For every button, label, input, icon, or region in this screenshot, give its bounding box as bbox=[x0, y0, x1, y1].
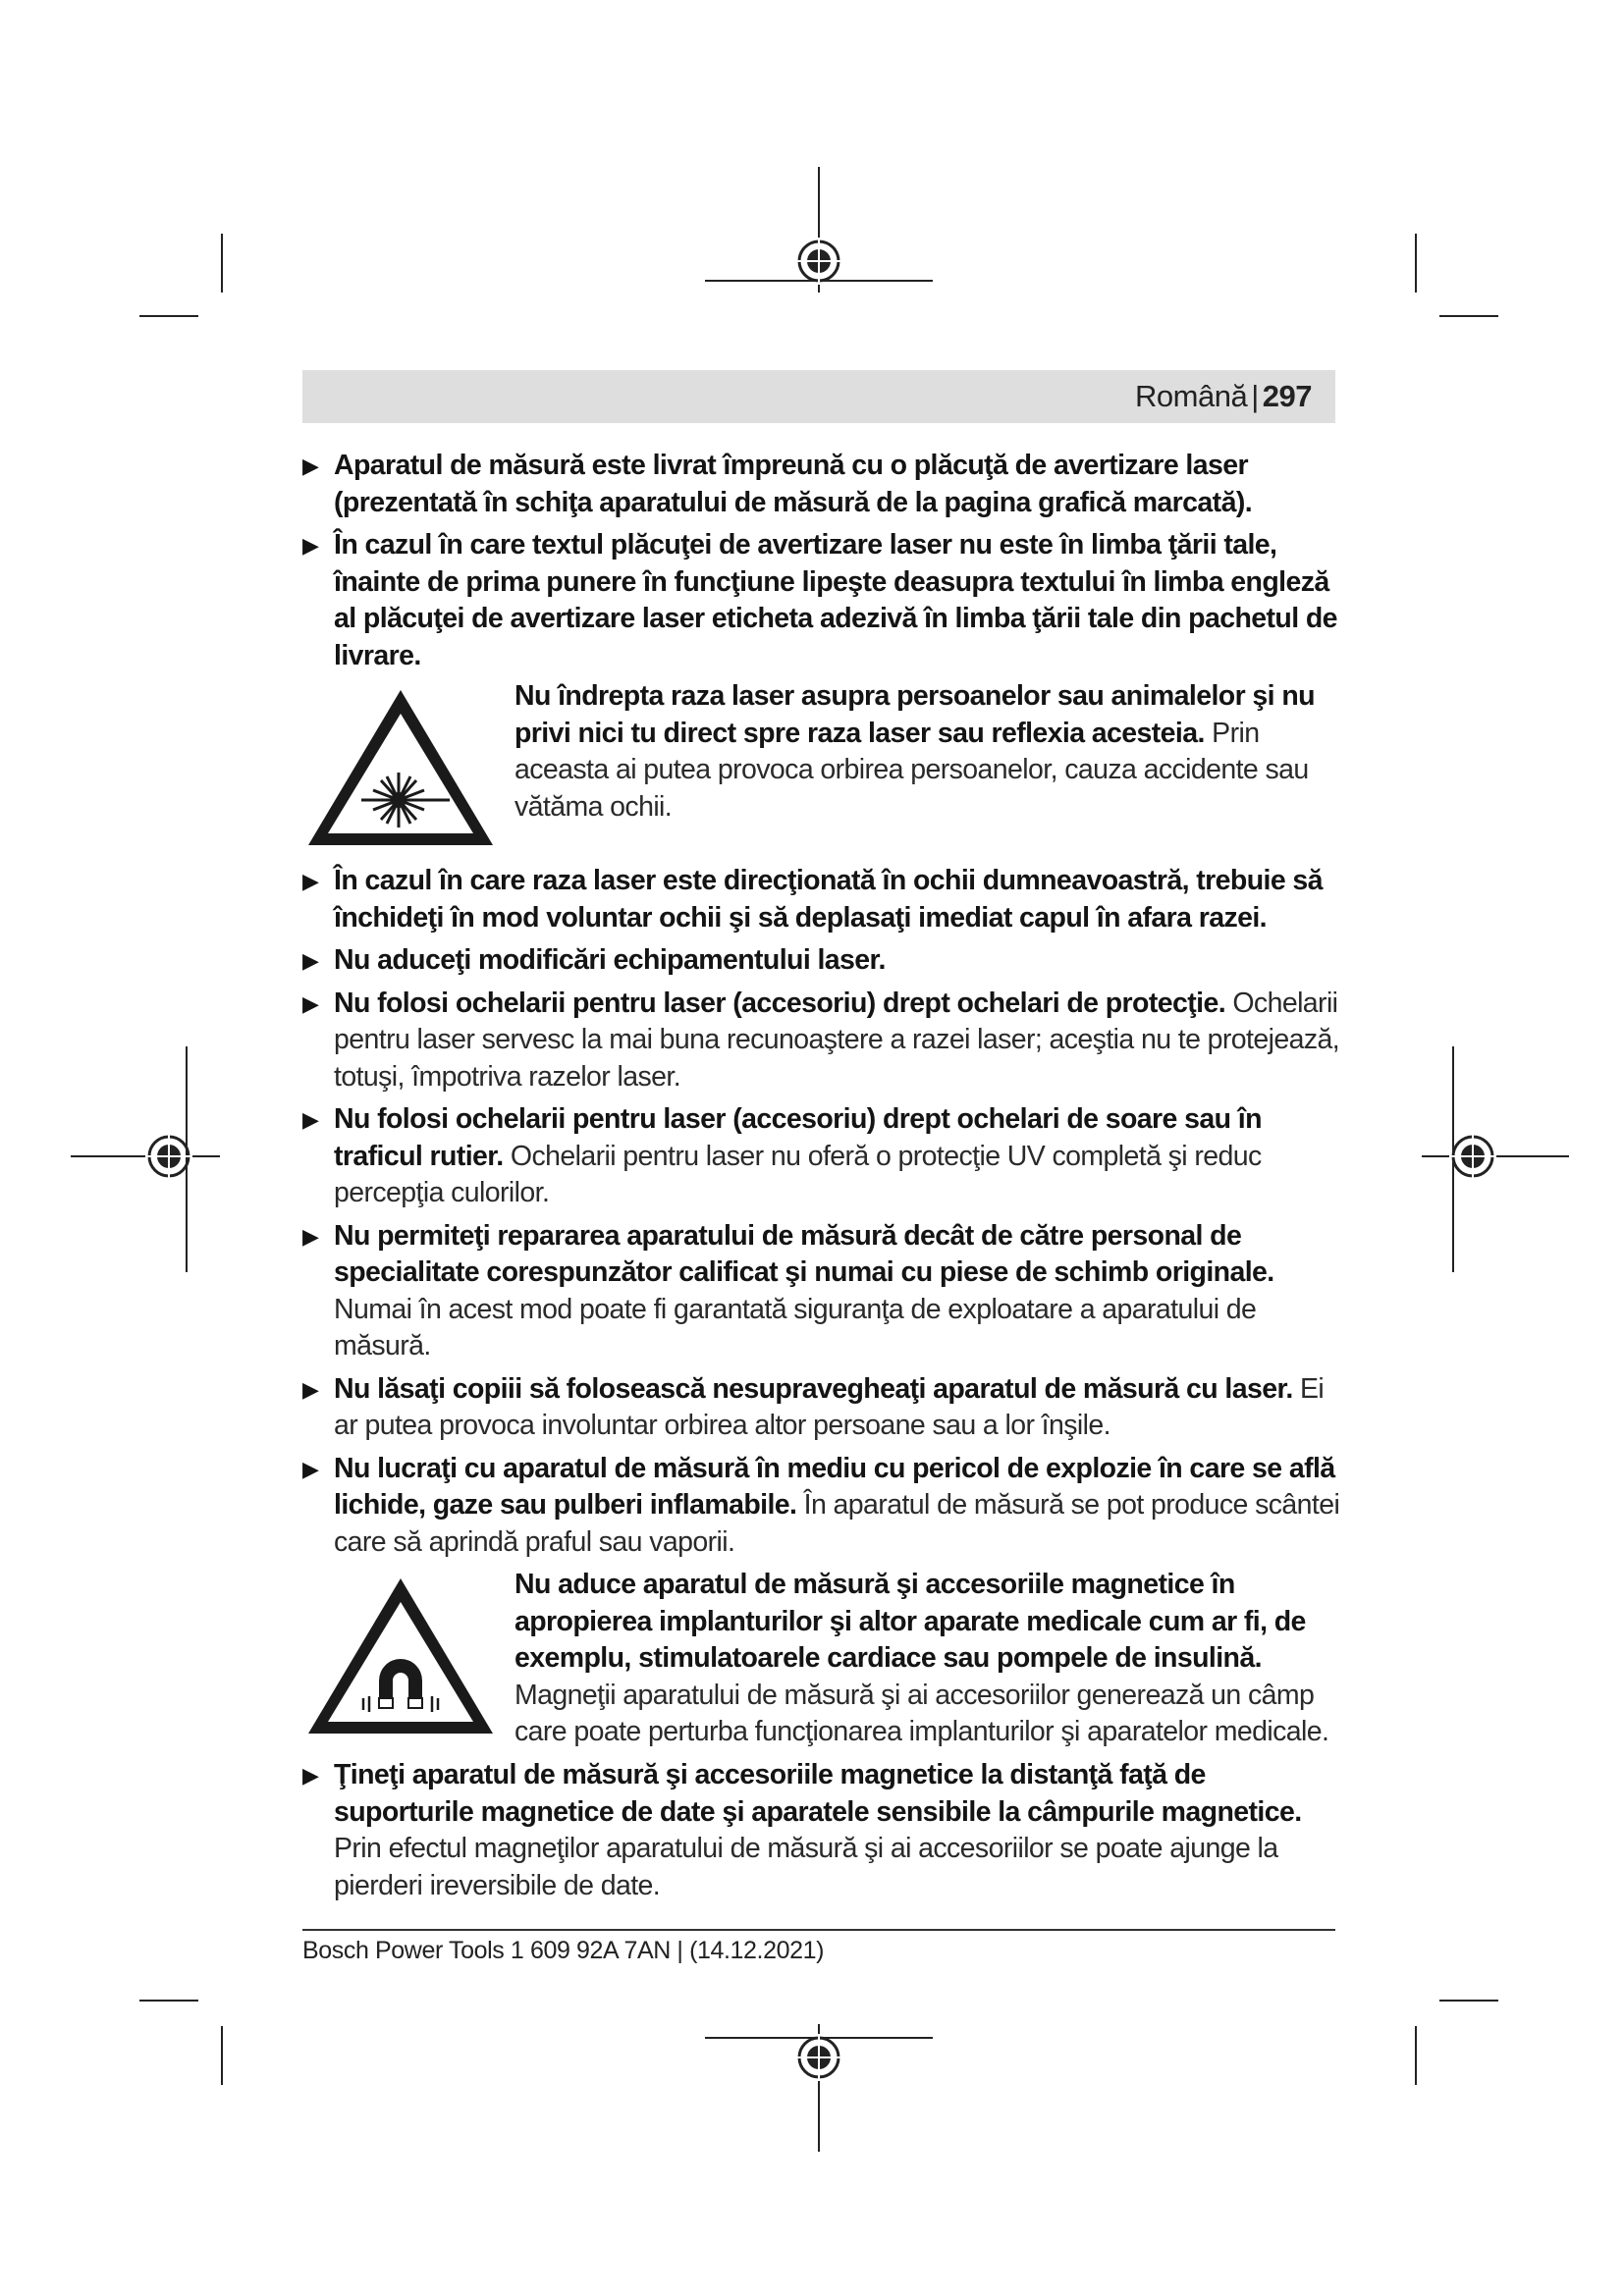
triangle-bullet-icon: ▶ bbox=[302, 869, 319, 893]
magnet-warning-text bbox=[514, 1567, 1339, 1751]
footer-divider bbox=[302, 1929, 1335, 1931]
warning-regular-text: Magneţii aparatului de măsură şi ai accesoriilor generează un câmp care poate perturba funcţionarea implanturilor şi aparatelor medicale. bbox=[514, 1679, 1329, 1747]
safety-content bbox=[302, 448, 1343, 1910]
item-bold-text: Aparatul de măsură este livrat împreună cu o plăcuţă de avertizare laser (prezentată în schiţa aparatului de măsură de la pagina grafică marcată). bbox=[334, 450, 1253, 518]
item-regular-text: În aparatul de măsură se pot produce scântei care să aprindă praful sau vaporii. bbox=[334, 1489, 1340, 1558]
list-item bbox=[302, 1371, 1343, 1445]
triangle-bullet-icon: ▶ bbox=[302, 948, 319, 973]
list-item bbox=[302, 527, 1343, 674]
laser-warning-block bbox=[302, 678, 1343, 855]
laser-warning-text bbox=[514, 678, 1339, 826]
item-bold-text: Nu aduceţi modificări echipamentului laser. bbox=[334, 944, 886, 976]
triangle-bullet-icon: ▶ bbox=[302, 1376, 319, 1402]
list-item bbox=[302, 448, 1343, 521]
item-bold-text: Ţineţi aparatul de măsură şi accesoriile magnetice la distanţă faţă de suporturile magnetice de date şi aparatele sensibile la câmpurile magnetice. bbox=[334, 1759, 1302, 1828]
list-item bbox=[302, 863, 1343, 936]
item-bold-text: Nu lăsaţi copiii să folosească nesupravegheaţi aparatul de măsură cu laser. bbox=[334, 1372, 1293, 1405]
warning-bold-text: Nu îndrepta raza laser asupra persoanelor sau animalelor şi nu privi nici tu direct spre raza laser sau reflexia acesteia. bbox=[514, 680, 1315, 749]
list-item bbox=[302, 942, 1343, 980]
item-regular-text: Ei ar putea provoca involuntar orbirea altor persoane sau a lor înşile. bbox=[334, 1372, 1325, 1441]
laser-warning-icon bbox=[302, 684, 499, 851]
header-language: Română bbox=[1135, 379, 1248, 413]
triangle-bullet-icon: ▶ bbox=[302, 533, 319, 558]
item-bold-text: Nu lucraţi cu aparatul de măsură în mediu cu pericol de explozie în care se află lichide, gaze sau pulberi inflamabile. bbox=[334, 1452, 1335, 1521]
list-item bbox=[302, 1451, 1343, 1562]
item-bold-text: În cazul în care raza laser este direcţionată în ochii dumneavoastră, trebuie să închideţi în mod voluntar ochii şi să deplasaţi imediat capul în afara razei. bbox=[334, 865, 1323, 934]
list-item bbox=[302, 1757, 1343, 1904]
page-header bbox=[302, 370, 1335, 423]
triangle-bullet-icon: ▶ bbox=[302, 1107, 319, 1132]
magnet-warning-icon bbox=[302, 1573, 499, 1739]
item-regular-text: Numai în acest mod poate fi garantată siguranţa de exploatare a aparatului de măsură. bbox=[334, 1293, 1257, 1362]
magnet-warning-block bbox=[302, 1567, 1343, 1749]
item-bold-text: Nu folosi ochelarii pentru laser (accesoriu) drept ochelari de protecţie. bbox=[334, 987, 1226, 1019]
list-item bbox=[302, 1218, 1343, 1365]
item-regular-text: Ochelarii pentru laser nu oferă o protecţie UV completă şi reduc percepţia culorilor. bbox=[334, 1140, 1262, 1208]
list-item bbox=[302, 1101, 1343, 1212]
item-regular-text: Prin efectul magneţilor aparatului de măsură şi ai accesoriilor se poate ajunge la pierderi ireversibile de date. bbox=[334, 1833, 1278, 1901]
page-footer: Bosch Power Tools 1 609 92A 7AN | (14.12.2021) bbox=[302, 1937, 825, 1964]
warning-bold-text: Nu aduce aparatul de măsură şi accesoriile magnetice în apropierea implanturilor şi altor aparate medicale cum ar fi, de exemplu, stimulatoarele cardiace sau pompele de insulină. bbox=[514, 1569, 1306, 1674]
triangle-bullet-icon: ▶ bbox=[302, 1456, 319, 1481]
item-bold-text: Nu folosi ochelarii pentru laser (accesoriu) drept ochelari de soare sau în traficul rutier. bbox=[334, 1103, 1262, 1172]
triangle-bullet-icon: ▶ bbox=[302, 990, 319, 1016]
item-bold-text: Nu permiteţi repararea aparatului de măsură decât de către personal de specialitate corespunzător calificat şi numai cu piese de schimb originale. bbox=[334, 1219, 1274, 1288]
header-text: Română | 297 bbox=[1135, 379, 1312, 413]
triangle-bullet-icon: ▶ bbox=[302, 454, 319, 478]
warning-regular-text: Prin aceasta ai putea provoca orbirea persoanelor, cauza accidente sau vătăma ochii. bbox=[514, 717, 1309, 823]
page-number: 297 bbox=[1262, 379, 1312, 413]
item-regular-text: Ochelarii pentru laser servesc la mai buna recunoaştere a razei laser; aceştia nu te protejează, totuşi, împotriva razelor laser. bbox=[334, 987, 1340, 1093]
list-item bbox=[302, 986, 1343, 1096]
item-bold-text: În cazul în care textul plăcuţei de avertizare laser nu este în limba ţării tale, înainte de prima punere în funcţiune lipeşte deasupra textului în limba engleză al plăcuţei de avertizare laser eticheta adezivă în limba ţării tale din pachetul de livrare. bbox=[334, 529, 1337, 671]
triangle-bullet-icon: ▶ bbox=[302, 1763, 319, 1788]
triangle-bullet-icon: ▶ bbox=[302, 1223, 319, 1249]
